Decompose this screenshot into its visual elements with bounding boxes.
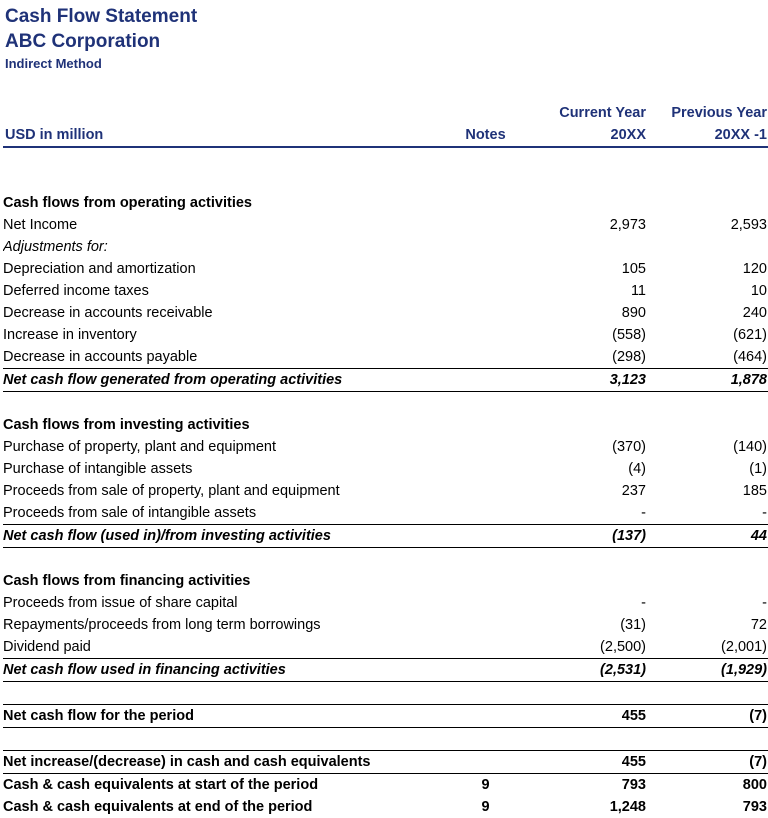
company-name: ABC Corporation [5, 31, 161, 52]
header-rule-line [3, 147, 768, 170]
subtotal-row-investing [3, 525, 768, 548]
header-notes-label: Notes [465, 127, 506, 143]
row-current-value: - [641, 595, 646, 611]
table-row [3, 324, 768, 346]
subtotal-notes [443, 525, 528, 548]
row-current-value: (558) [612, 327, 646, 343]
spacer-row [3, 548, 768, 571]
net-change-row [3, 751, 768, 774]
row-notes [443, 458, 528, 480]
row-current-value: 105 [621, 261, 646, 277]
opening-balance-label: Cash & cash equivalents at start of the period [3, 777, 319, 793]
row-notes [443, 636, 528, 659]
table-row [3, 480, 768, 502]
net-change-previous-value: (7) [646, 751, 768, 774]
title-block [3, 4, 765, 73]
row-previous-value: 10 [750, 283, 767, 299]
table-row [3, 280, 768, 302]
row-previous-value: 240 [742, 305, 767, 321]
row-current-value: (370) [612, 439, 646, 455]
row-label: Repayments/proceeds from long term borrowings [3, 617, 321, 633]
table-header-bottom-row [3, 124, 768, 147]
row-previous-value: (621) [733, 327, 767, 343]
total-current-value: 455 [528, 705, 646, 728]
row-label: Dividend paid [3, 639, 91, 655]
row-previous-value: 120 [742, 261, 767, 277]
table-row [3, 214, 768, 236]
closing-balance-row [3, 796, 768, 818]
subtotal-previous-value: (1,929) [646, 659, 768, 682]
row-notes [443, 280, 528, 302]
row-label: Purchase of intangible assets [3, 461, 193, 477]
subtotal-notes [443, 369, 528, 392]
table-row [3, 436, 768, 458]
net-change-label: Net increase/(decrease) in cash and cash equivalents [3, 751, 443, 774]
table-row [3, 614, 768, 636]
row-current-value: (31) [620, 617, 646, 633]
row-current-value: (298) [612, 349, 646, 365]
spacer-row [3, 682, 768, 705]
subtotal-previous-value: 1,878 [646, 369, 768, 392]
row-label: Depreciation and amortization [3, 261, 196, 277]
row-previous-value: (140) [733, 439, 767, 455]
table-row [3, 258, 768, 280]
row-previous-value: - [762, 505, 767, 521]
row-previous-value: (1) [749, 461, 767, 477]
closing-balance-current-value: 1,248 [609, 799, 646, 815]
row-current-value: - [641, 505, 646, 521]
page-title: Cash Flow Statement [5, 6, 198, 27]
row-previous-value: 72 [750, 617, 767, 633]
row-notes [443, 346, 528, 369]
row-label: Decrease in accounts receivable [3, 305, 213, 321]
row-label: Net Income [3, 217, 78, 233]
section-heading-financing-label: Cash flows from financing activities [3, 573, 251, 589]
spacer-row [3, 170, 768, 192]
header-units-label: USD in million [5, 127, 104, 143]
header-spacer-cell [3, 102, 443, 124]
row-notes [443, 302, 528, 324]
row-previous-value: (464) [733, 349, 767, 365]
subtotal-notes [443, 659, 528, 682]
header-rule [3, 147, 768, 170]
adjustments-label: Adjustments for: [3, 239, 108, 255]
row-label: Increase in inventory [3, 327, 137, 343]
table-row [3, 502, 768, 525]
subtotal-label: Net cash flow used in financing activities [3, 659, 443, 682]
section-heading-investing [3, 414, 768, 436]
net-change-current-value: 455 [528, 751, 646, 774]
section-heading-operating [3, 192, 768, 214]
closing-balance-label: Cash & cash equivalents at end of the period [3, 799, 313, 815]
subtotal-row-operating [3, 369, 768, 392]
header-current-year: Current Year [559, 105, 646, 121]
subtotal-row-financing [3, 659, 768, 682]
row-previous-value: - [762, 595, 767, 611]
table-header-top-row [3, 102, 768, 124]
header-previous-year-period: 20XX -1 [714, 127, 767, 143]
section-heading-investing-label: Cash flows from investing activities [3, 417, 250, 433]
table-row [3, 636, 768, 659]
total-notes [443, 705, 528, 728]
header-notes-spacer [443, 102, 528, 124]
table-row [3, 592, 768, 614]
closing-balance-notes: 9 [481, 799, 490, 815]
row-label: Decrease in accounts payable [3, 349, 198, 365]
row-label: Proceeds from issue of share capital [3, 595, 238, 611]
header-previous-year: Previous Year [671, 105, 767, 121]
row-label: Proceeds from sale of property, plant and equipment [3, 483, 340, 499]
table-row [3, 346, 768, 369]
row-current-value: 2,973 [609, 217, 646, 233]
subtotal-label: Net cash flow (used in)/from investing activities [3, 525, 443, 548]
row-current-value: 237 [621, 483, 646, 499]
table-row [3, 458, 768, 480]
row-label: Deferred income taxes [3, 283, 149, 299]
row-current-value: (4) [628, 461, 646, 477]
subtotal-current-value: (137) [528, 525, 646, 548]
row-current-value: 11 [630, 283, 646, 299]
row-previous-value: (2,001) [721, 639, 767, 655]
row-notes [443, 436, 528, 458]
spacer-row [3, 728, 768, 751]
row-notes [443, 614, 528, 636]
row-previous-value: 185 [742, 483, 767, 499]
row-current-value: (2,500) [600, 639, 646, 655]
method-label: Indirect Method [5, 56, 102, 71]
row-previous-value: 2,593 [730, 217, 767, 233]
header-current-year-period: 20XX [610, 127, 646, 143]
closing-balance-previous-value: 793 [742, 799, 767, 815]
row-label: Proceeds from sale of intangible assets [3, 505, 257, 521]
adjustments-label-row [3, 236, 768, 258]
opening-balance-row [3, 774, 768, 797]
opening-balance-notes: 9 [481, 777, 490, 793]
total-row-period [3, 705, 768, 728]
row-notes [443, 502, 528, 525]
subtotal-current-value: (2,531) [528, 659, 646, 682]
row-current-value: 890 [621, 305, 646, 321]
subtotal-previous-value: 44 [646, 525, 768, 548]
row-notes [443, 592, 528, 614]
net-change-notes [443, 751, 528, 774]
row-notes [443, 214, 528, 236]
total-previous-value: (7) [646, 705, 768, 728]
subtotal-current-value: 3,123 [528, 369, 646, 392]
row-notes [443, 324, 528, 346]
subtotal-label: Net cash flow generated from operating activities [3, 369, 443, 392]
row-label: Purchase of property, plant and equipment [3, 439, 276, 455]
row-notes [443, 258, 528, 280]
row-notes [443, 480, 528, 502]
opening-balance-previous-value: 800 [742, 777, 767, 793]
section-heading-financing [3, 570, 768, 592]
section-heading-operating-label: Cash flows from operating activities [3, 195, 252, 211]
opening-balance-current-value: 793 [621, 777, 646, 793]
spacer-row [3, 392, 768, 415]
table-row [3, 302, 768, 324]
cash-flow-table [3, 102, 768, 818]
total-label: Net cash flow for the period [3, 705, 443, 728]
